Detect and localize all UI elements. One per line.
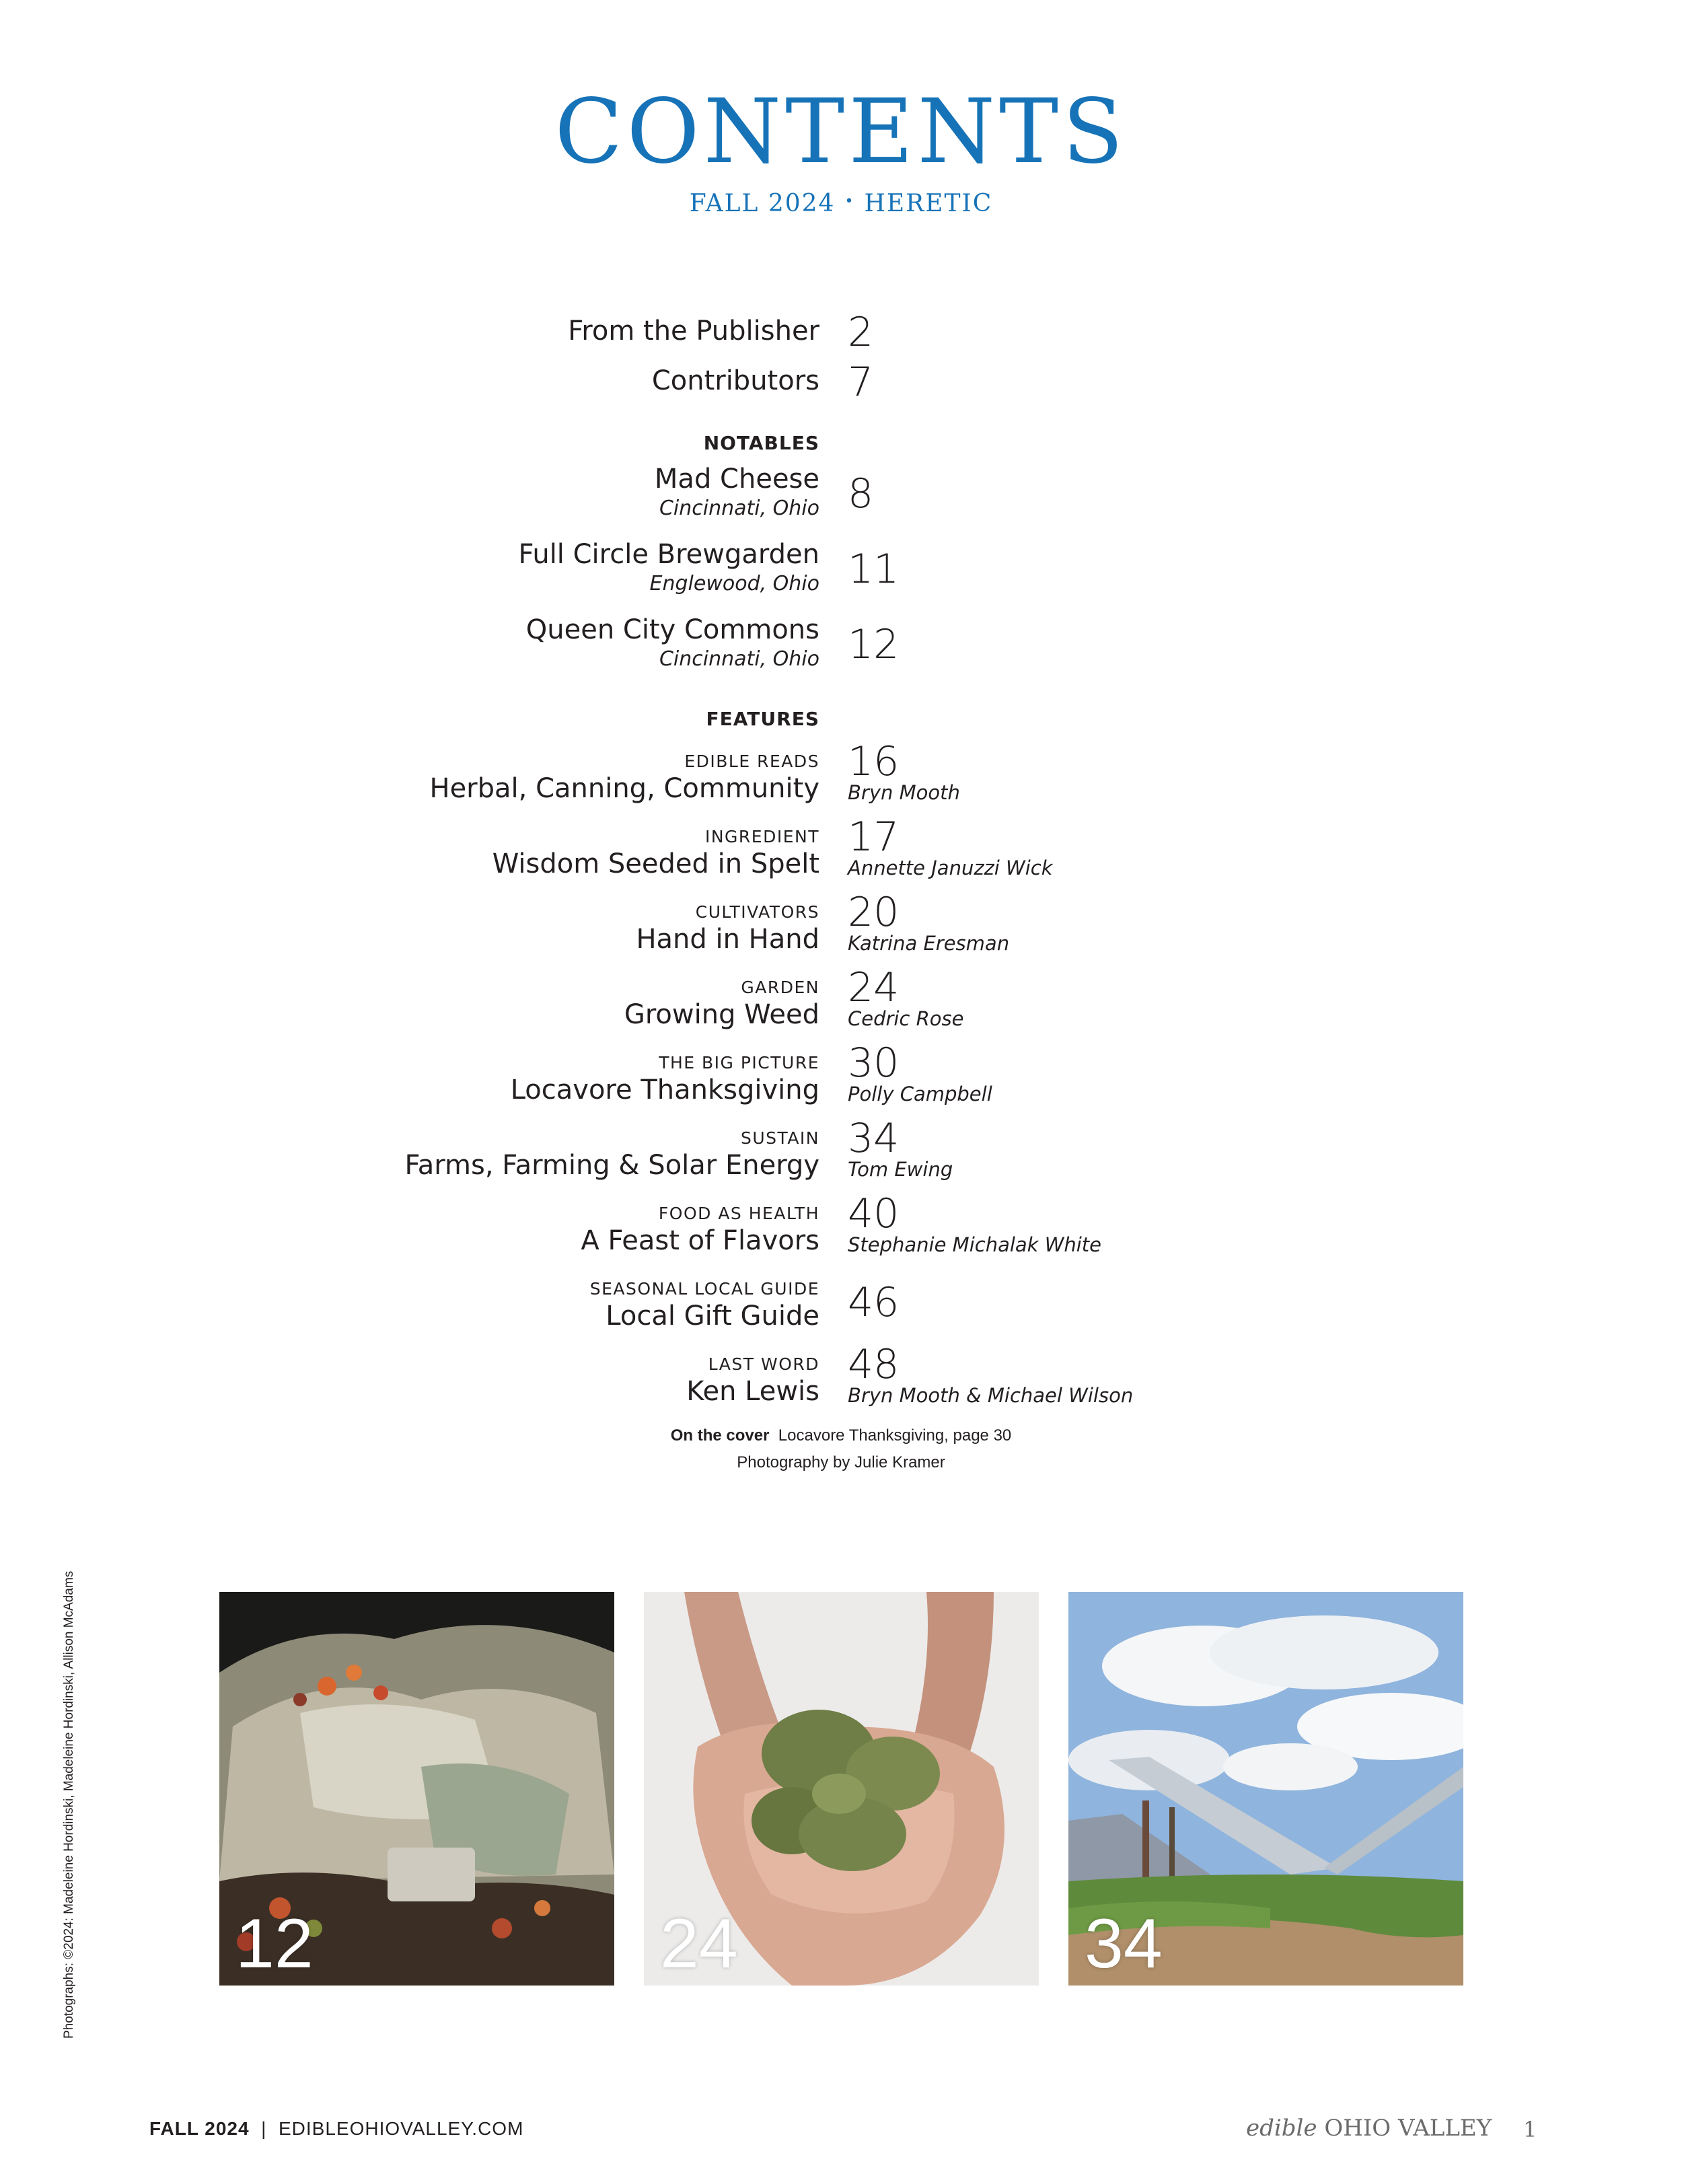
toc-title: Growing Weed [624, 999, 819, 1030]
toc-author: Polly Campbell [848, 1083, 992, 1105]
toc-page: 30 [848, 1040, 900, 1087]
photo-page-number: 12 [235, 1905, 314, 1983]
toc-department: SEASONAL LOCAL GUIDE [589, 1279, 819, 1299]
toc-department: LAST WORD [708, 1354, 819, 1374]
toc-page: 8 [848, 470, 874, 517]
toc-author: Tom Ewing [848, 1158, 953, 1181]
cover-credit: Photography by Julie Kramer [737, 1453, 945, 1471]
toc-author: Stephanie Michalak White [848, 1233, 1102, 1256]
toc-title: Herbal, Canning, Community [429, 773, 819, 804]
toc-page: 40 [848, 1190, 900, 1237]
toc-page: 17 [848, 813, 900, 861]
toc-title: Farms, Farming & Solar Energy [404, 1150, 819, 1181]
toc-author: Katrina Eresman [848, 932, 1010, 955]
cover-label: On the cover [670, 1426, 770, 1445]
cover-text: Locavore Thanksgiving, page 30 [778, 1426, 1012, 1445]
footer-website[interactable]: EDIBLEOHIOVALLEY.COM [278, 2118, 524, 2139]
toc-title: Locavore Thanksgiving [510, 1075, 819, 1105]
photo-page-number: 24 [660, 1905, 738, 1983]
footer-issue [149, 2118, 523, 2140]
toc-page: 34 [848, 1115, 900, 1162]
footer-season: FALL 2024 [149, 2118, 250, 2139]
footer-divider: | [261, 2118, 267, 2139]
toc-page: 48 [848, 1341, 900, 1388]
toc-page: 46 [848, 1279, 900, 1326]
toc-page: 16 [848, 738, 900, 785]
issue-season: FALL 2024 [689, 190, 836, 217]
toc-title: Contributors [651, 365, 819, 396]
toc-title: Hand in Hand [636, 924, 819, 955]
toc-department: CULTIVATORS [695, 902, 819, 922]
footer-brand [1246, 2115, 1492, 2142]
toc-title: Wisdom Seeded in Spelt [492, 848, 819, 879]
masthead [0, 80, 1682, 217]
toc-department: FOOD AS HEALTH [658, 1204, 819, 1223]
photo-page-number: 34 [1085, 1905, 1163, 1983]
toc-title: Ken Lewis [686, 1376, 819, 1407]
section-heading-notables: NOTABLES [703, 432, 819, 454]
toc-location: Cincinnati, Ohio [659, 497, 819, 520]
toc-author: Bryn Mooth [848, 781, 960, 804]
toc-department: THE BIG PICTURE [659, 1053, 819, 1072]
brand-edible: edible [1246, 2115, 1317, 2142]
toc-title: A Feast of Flavors [581, 1225, 819, 1256]
toc-title: From the Publisher [568, 316, 819, 347]
toc-page: 20 [848, 889, 900, 936]
toc-department: EDIBLE READS [684, 752, 819, 771]
toc-title: Queen City Commons [525, 614, 819, 645]
issue-line [0, 190, 1682, 217]
toc-page: 2 [848, 309, 874, 356]
photo-cannabis[interactable] [644, 1592, 1039, 1986]
toc-title: Mad Cheese [654, 464, 819, 495]
toc-location: Englewood, Ohio [649, 572, 819, 595]
brand-region: OHIO VALLEY [1324, 2115, 1492, 2142]
toc-department: SUSTAIN [740, 1128, 819, 1148]
toc-department: GARDEN [741, 978, 819, 997]
toc-department: INGREDIENT [704, 827, 819, 846]
toc-page: 12 [848, 621, 900, 668]
toc-page: 7 [848, 359, 874, 406]
issue-theme: HERETIC [864, 190, 993, 217]
photo-credit: Photographs: ©2024: Madeleine Hordinski, Madeleine Hordinski, Allison McAdams [62, 1570, 76, 2039]
toc-title: Full Circle Brewgarden [518, 539, 819, 570]
photo-solar[interactable] [1068, 1592, 1463, 1986]
toc-title: Local Gift Guide [606, 1301, 819, 1332]
separator-dot: • [844, 193, 855, 210]
cover-note [0, 1422, 1682, 1449]
photo-food-waste[interactable] [219, 1592, 614, 1986]
section-heading-features: FEATURES [706, 708, 819, 730]
toc-author: Annette Januzzi Wick [848, 857, 1053, 879]
page-number: 1 [1523, 2117, 1537, 2142]
page-title: CONTENTS [554, 80, 1128, 184]
toc-author: Cedric Rose [848, 1007, 964, 1030]
toc-author: Bryn Mooth & Michael Wilson [848, 1384, 1134, 1407]
toc-page: 11 [848, 546, 900, 593]
toc-page: 24 [848, 964, 900, 1011]
toc-location: Cincinnati, Ohio [659, 647, 819, 671]
